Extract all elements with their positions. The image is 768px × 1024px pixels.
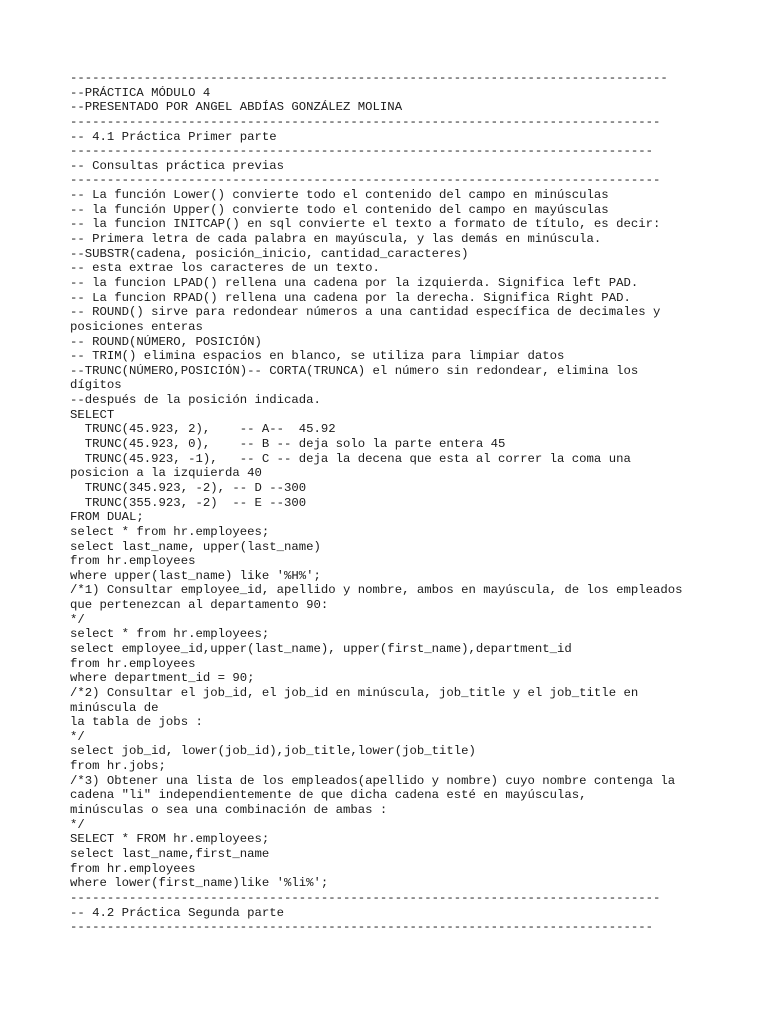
- code-line: TRUNC(45.923, -1), -- C -- deja la decena que esta al correr la coma una: [70, 451, 631, 466]
- code-line: where department_id = 90;: [70, 671, 255, 686]
- code-line: --después de la posición indicada.: [70, 393, 321, 408]
- code-line: SELECT: [70, 407, 115, 422]
- code-line: -- Consultas práctica previas: [70, 158, 285, 173]
- code-line: */: [70, 817, 85, 832]
- code-line: --------------------------------------------------------------------------------: [70, 890, 661, 905]
- code-line: /*2) Consultar el job_id, el job_id en minúscula, job_title y el job_title en: [70, 685, 639, 700]
- code-line: select employee_id,upper(last_name), upper(first_name),department_id: [70, 641, 572, 656]
- code-line: --SUBSTR(cadena, posición_inicio, cantidad_caracteres): [70, 246, 469, 261]
- code-line: TRUNC(45.923, 0), -- B -- deja solo la parte entera 45: [70, 437, 506, 452]
- code-line: TRUNC(345.923, -2), -- D --300: [70, 480, 307, 495]
- code-line: ---------------------------------------------------------------------------------: [70, 71, 668, 85]
- code-line: -- la funcion LPAD() rellena una cadena por la izquierda. Significa left PAD.: [70, 275, 639, 290]
- code-line: --------------------------------------------------------------------------------: [70, 114, 661, 129]
- code-line: TRUNC(355.923, -2) -- E --300: [70, 495, 307, 510]
- code-line: --PRESENTADO POR ANGEL ABDÍAS GONZÁLEZ MOLINA: [70, 100, 403, 115]
- code-line: --------------------------------------------------------------------------------: [70, 173, 661, 188]
- code-line: --TRUNC(NÚMERO,POSICIÓN)-- CORTA(TRUNCA) el número sin redondear, elimina los: [70, 363, 639, 378]
- code-line: cadena "li" independientemente de que dicha cadena esté en mayúsculas,: [70, 788, 587, 803]
- code-line: */: [70, 729, 85, 744]
- code-line: select last_name,first_name: [70, 846, 270, 861]
- code-line: que pertenezcan al departamento 90:: [70, 598, 329, 613]
- code-line: from hr.employees: [70, 656, 196, 671]
- code-line: */: [70, 612, 85, 627]
- code-line: minúsculas o sea una combinación de ambas :: [70, 803, 388, 818]
- code-line: posiciones enteras: [70, 319, 203, 334]
- code-line: dígitos: [70, 378, 122, 393]
- code-line: la tabla de jobs :: [70, 715, 203, 730]
- code-line: from hr.employees: [70, 861, 196, 876]
- code-line: -- ROUND() sirve para redondear números a una cantidad específica de decimales y: [70, 305, 661, 320]
- code-line: select * from hr.employees;: [70, 627, 270, 642]
- code-line: -- 4.1 Práctica Primer parte: [70, 129, 277, 144]
- code-line: --PRÁCTICA MÓDULO 4: [70, 85, 211, 100]
- code-line: -- la funcion INITCAP() en sql convierte el texto a formato de título, es decir:: [70, 217, 661, 232]
- code-line: select job_id, lower(job_id),job_title,lower(job_title): [70, 744, 476, 759]
- code-line: from hr.employees: [70, 554, 196, 569]
- code-line: posicion a la izquierda 40: [70, 466, 262, 481]
- code-line: TRUNC(45.923, 2), -- A-- 45.92: [70, 422, 336, 437]
- code-line: FROM DUAL;: [70, 510, 144, 525]
- code-line: -- La función Lower() convierte todo el contenido del campo en minúsculas: [70, 188, 609, 203]
- code-line: -- esta extrae los caracteres de un texto.: [70, 261, 380, 276]
- code-line: /*1) Consultar employee_id, apellido y nombre, ambos en mayúscula, de los empleados: [70, 583, 683, 598]
- code-line: select last_name, upper(last_name): [70, 539, 321, 554]
- code-line: -------------------------------------------------------------------------------: [70, 144, 653, 159]
- code-line: -- la función Upper() convierte todo el contenido del campo en mayúsculas: [70, 202, 609, 217]
- code-line: -- ROUND(NÚMERO, POSICIÓN): [70, 334, 262, 349]
- code-line: -- 4.2 Práctica Segunda parte: [70, 905, 285, 920]
- code-line: where lower(first_name)like '%li%';: [70, 876, 329, 891]
- code-line: /*3) Obtener una lista de los empleados(apellido y nombre) cuyo nombre contenga la: [70, 773, 676, 788]
- document-page: [70, 71, 760, 935]
- code-line: -------------------------------------------------------------------------------: [70, 920, 653, 935]
- code-line: where upper(last_name) like '%H%';: [70, 568, 321, 583]
- code-line: SELECT * FROM hr.employees;: [70, 832, 270, 847]
- code-line: minúscula de: [70, 700, 159, 715]
- code-line: from hr.jobs;: [70, 759, 166, 774]
- code-line: -- La funcion RPAD() rellena una cadena por la derecha. Significa Right PAD.: [70, 290, 631, 305]
- code-line: -- TRIM() elimina espacios en blanco, se utiliza para limpiar datos: [70, 349, 565, 364]
- code-line: -- Primera letra de cada palabra en mayúscula, y las demás en minúscula.: [70, 232, 602, 247]
- code-line: select * from hr.employees;: [70, 524, 270, 539]
